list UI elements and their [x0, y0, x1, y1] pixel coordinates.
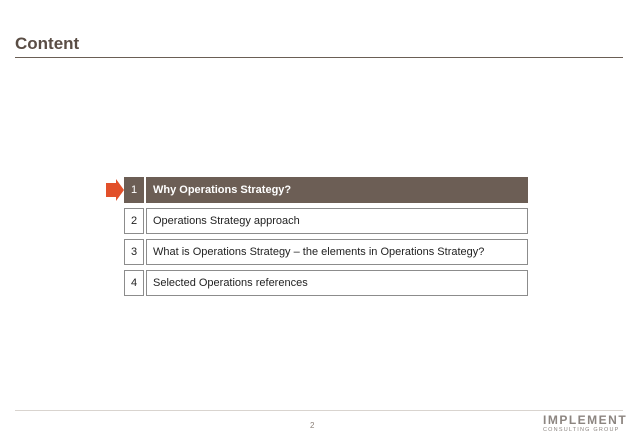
agenda-item-2[interactable]: [108, 208, 530, 234]
agenda-list: [108, 177, 530, 301]
agenda-item-label: What is Operations Strategy – the elements in Operations Strategy?: [146, 239, 528, 265]
agenda-item-4[interactable]: [108, 270, 530, 296]
page-title: Content: [15, 34, 80, 53]
title-divider: [15, 57, 623, 58]
logo-tagline: CONSULTING GROUP: [543, 427, 620, 433]
agenda-item-3[interactable]: [108, 239, 530, 265]
agenda-item-label: Operations Strategy approach: [146, 208, 528, 234]
footer-divider: [15, 410, 623, 411]
company-logo: [543, 414, 627, 435]
agenda-item-number: 1: [124, 177, 144, 203]
page-number: 2: [310, 421, 315, 430]
agenda-item-1[interactable]: [108, 177, 530, 203]
logo-wordmark: IMPLEMENT: [543, 413, 628, 427]
agenda-item-number: 4: [124, 270, 144, 296]
agenda-item-label: Why Operations Strategy?: [146, 177, 528, 203]
agenda-item-number: 3: [124, 239, 144, 265]
current-section-arrow-icon: [106, 179, 126, 201]
agenda-item-label: Selected Operations references: [146, 270, 528, 296]
agenda-item-number: 2: [124, 208, 144, 234]
